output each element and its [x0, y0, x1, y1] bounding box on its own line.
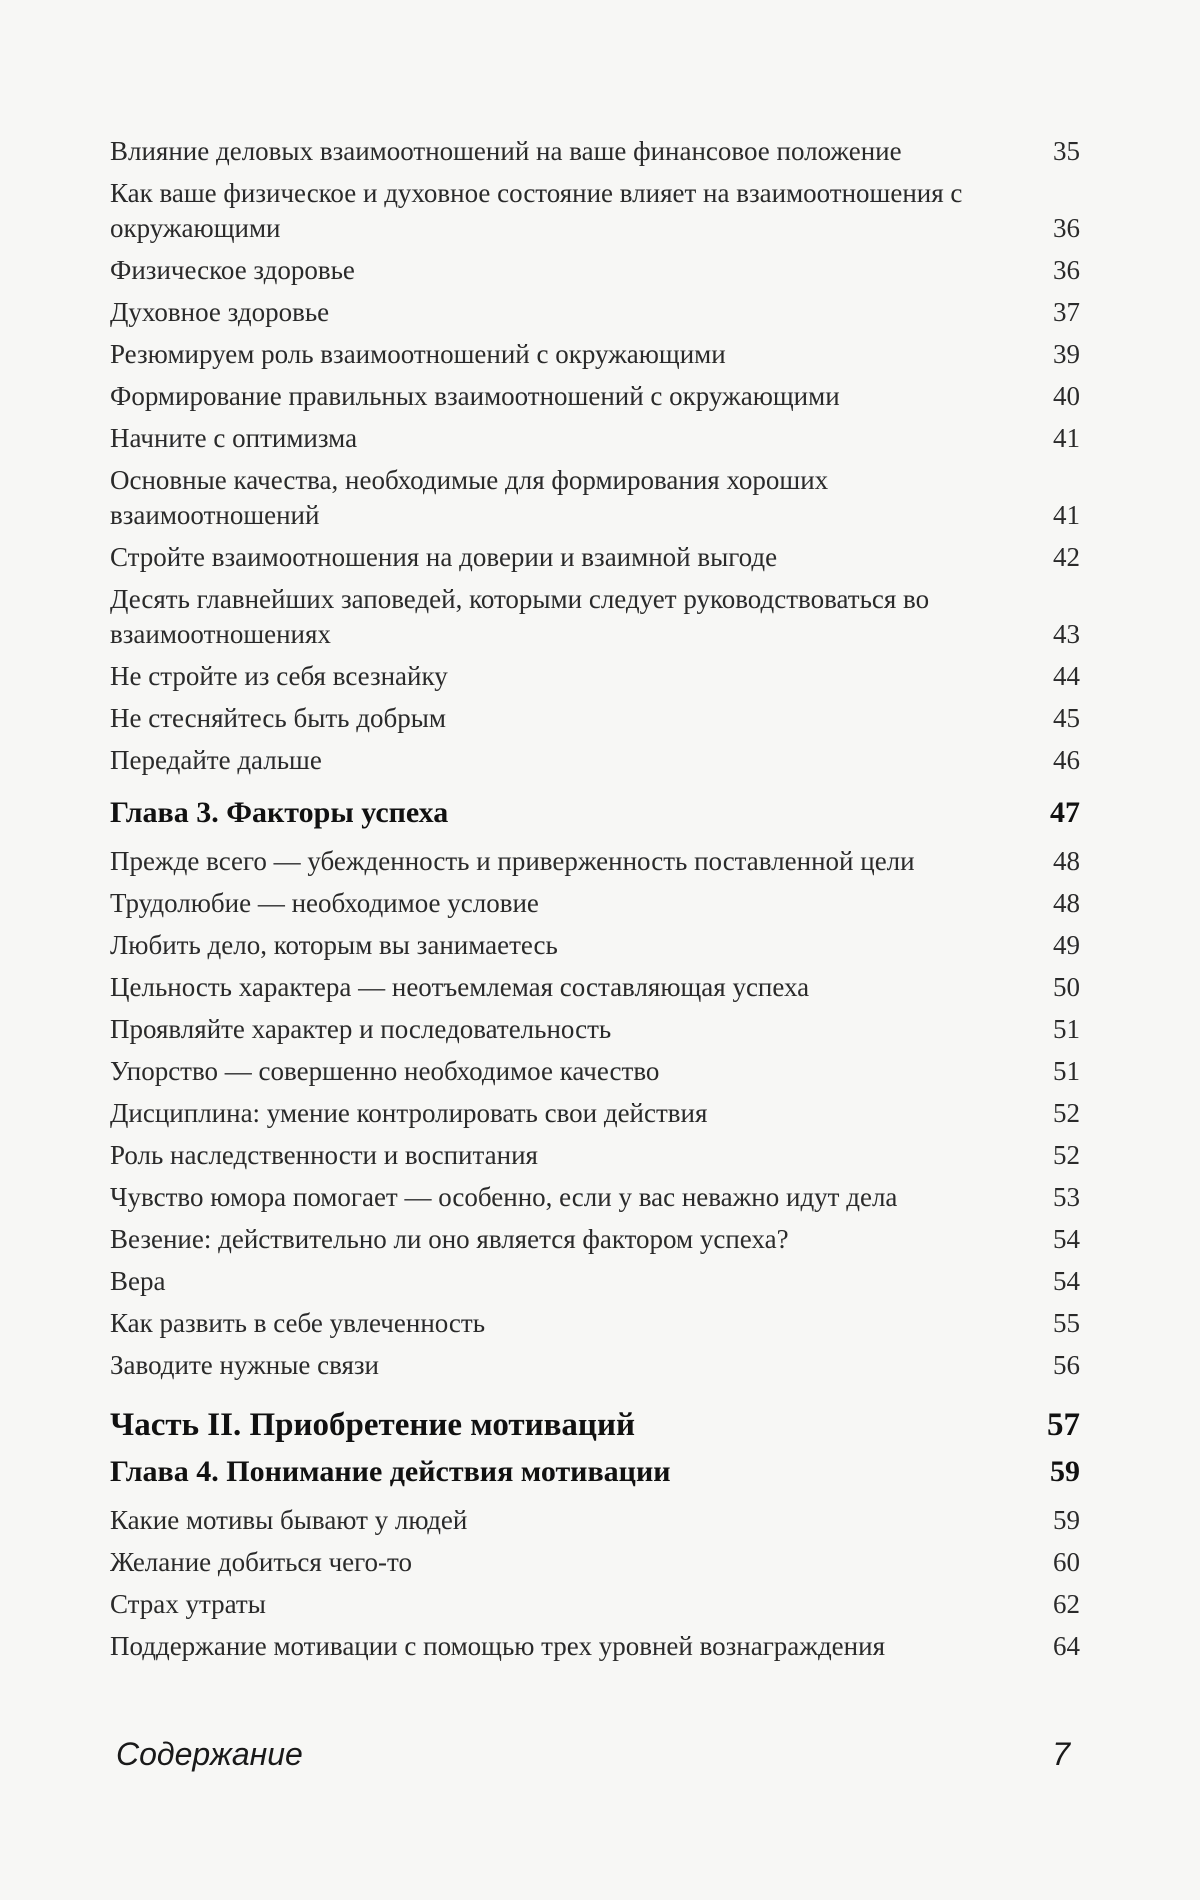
toc-entry — [110, 1138, 1080, 1173]
toc-chapter-heading — [110, 794, 1080, 832]
toc-entry — [110, 928, 1080, 963]
toc-entry — [110, 463, 1080, 533]
toc-entry-page: 35 — [1034, 134, 1080, 169]
toc-entry — [110, 1012, 1080, 1047]
toc-entry-page: 60 — [1034, 1545, 1080, 1580]
toc-entry-page: 42 — [1034, 540, 1080, 575]
part-title: Часть II. Приобретение мотиваций — [110, 1405, 1034, 1445]
toc-entry — [110, 176, 1080, 246]
toc-entry-page: 41 — [1034, 421, 1080, 456]
toc-entry-page: 54 — [1034, 1264, 1080, 1299]
toc-entry-title: Дисциплина: умение контролировать свои действия — [110, 1096, 1034, 1131]
toc-entry-title: Страх утраты — [110, 1587, 1034, 1622]
part-page: 57 — [1034, 1405, 1080, 1445]
toc-entry-title: Роль наследственности и воспитания — [110, 1138, 1034, 1173]
toc-entry-page: 52 — [1034, 1096, 1080, 1131]
toc-entry-page: 45 — [1034, 701, 1080, 736]
toc-entry-title: Вера — [110, 1264, 1034, 1299]
toc-entry-title: Влияние деловых взаимоотношений на ваше финансовое положение — [110, 134, 1034, 169]
toc-entry-page: 51 — [1034, 1012, 1080, 1047]
toc-entry — [110, 844, 1080, 879]
toc-entry-page: 64 — [1034, 1629, 1080, 1664]
toc-entry — [110, 134, 1080, 169]
toc-entry-page: 48 — [1034, 844, 1080, 879]
toc-entry-title: Не стройте из себя всезнайку — [110, 659, 1034, 694]
toc-entry — [110, 582, 1080, 652]
toc-entry-title: Чувство юмора помогает — особенно, если у вас неважно идут дела — [110, 1180, 1034, 1215]
toc-entry-title: Резюмируем роль взаимоотношений с окружающими — [110, 337, 1034, 372]
page-footer — [116, 1736, 1070, 1773]
toc-entry-title: Физическое здоровье — [110, 253, 1034, 288]
toc-entry-page: 44 — [1034, 659, 1080, 694]
toc-entry-page: 62 — [1034, 1587, 1080, 1622]
toc-entry-title: Упорство — совершенно необходимое качество — [110, 1054, 1034, 1089]
toc-entry-page: 59 — [1034, 1503, 1080, 1538]
toc-entry-page: 36 — [1034, 211, 1080, 246]
toc-entry-page: 48 — [1034, 886, 1080, 921]
toc-entry-title: Какие мотивы бывают у людей — [110, 1503, 1034, 1538]
toc-entry-title: Цельность характера — неотъемлемая составляющая успеха — [110, 970, 1034, 1005]
toc-entry — [110, 743, 1080, 778]
toc-entry-title: Стройте взаимоотношения на доверии и взаимной выгоде — [110, 540, 1034, 575]
toc-entry-title: Передайте дальше — [110, 743, 1034, 778]
toc-entry — [110, 886, 1080, 921]
chapter-title: Глава 4. Понимание действия мотивации — [110, 1453, 1034, 1491]
toc-entry — [110, 337, 1080, 372]
chapter-title: Глава 3. Факторы успеха — [110, 794, 1034, 832]
running-footer-title: Содержание — [116, 1736, 303, 1773]
toc-entry-page: 52 — [1034, 1138, 1080, 1173]
toc-entry — [110, 421, 1080, 456]
toc-entry-page: 55 — [1034, 1306, 1080, 1341]
toc-entry-page: 40 — [1034, 379, 1080, 414]
toc-entry-page: 43 — [1034, 617, 1080, 652]
toc-entry — [110, 1629, 1080, 1664]
toc-entry-title: Как развить в себе увлеченность — [110, 1306, 1034, 1341]
page-number: 7 — [1052, 1736, 1070, 1773]
toc-entry-title: Прежде всего — убежденность и приверженность поставленной цели — [110, 844, 1034, 879]
toc-entry — [110, 1503, 1080, 1538]
toc-entry — [110, 659, 1080, 694]
toc-entry-page: 41 — [1034, 498, 1080, 533]
toc-entry-page: 49 — [1034, 928, 1080, 963]
toc-entry — [110, 701, 1080, 736]
toc-entry — [110, 253, 1080, 288]
chapter-page: 59 — [1034, 1453, 1080, 1491]
toc-entry — [110, 1306, 1080, 1341]
toc-entry-title: Как ваше физическое и духовное состояние влияет на взаимоотношения с окружающими — [110, 176, 1034, 246]
table-of-contents — [110, 134, 1080, 1671]
toc-entry-page: 54 — [1034, 1222, 1080, 1257]
chapter-page: 47 — [1034, 794, 1080, 832]
book-page — [0, 0, 1200, 1900]
toc-entry — [110, 295, 1080, 330]
toc-entry — [110, 1096, 1080, 1131]
toc-chapter-heading — [110, 1453, 1080, 1491]
toc-entry-title: Заводите нужные связи — [110, 1348, 1034, 1383]
toc-part-heading — [110, 1405, 1080, 1445]
toc-entry — [110, 1587, 1080, 1622]
toc-entry-title: Трудолюбие — необходимое условие — [110, 886, 1034, 921]
toc-entry-title: Желание добиться чего-то — [110, 1545, 1034, 1580]
toc-entry — [110, 1545, 1080, 1580]
toc-entry-title: Десять главнейших заповедей, которыми следует руководствоваться во взаимоотношениях — [110, 582, 1034, 652]
toc-entry-page: 37 — [1034, 295, 1080, 330]
toc-entry — [110, 1180, 1080, 1215]
toc-entry-title: Духовное здоровье — [110, 295, 1034, 330]
toc-entry-title: Везение: действительно ли оно является фактором успеха? — [110, 1222, 1034, 1257]
toc-entry-title: Проявляйте характер и последовательность — [110, 1012, 1034, 1047]
toc-entry — [110, 1222, 1080, 1257]
toc-entry-page: 46 — [1034, 743, 1080, 778]
toc-entry-title: Любить дело, которым вы занимаетесь — [110, 928, 1034, 963]
toc-entry-page: 50 — [1034, 970, 1080, 1005]
toc-entry-title: Основные качества, необходимые для формирования хороших взаимоотношений — [110, 463, 1034, 533]
toc-entry-title: Начните с оптимизма — [110, 421, 1034, 456]
toc-entry-page: 36 — [1034, 253, 1080, 288]
toc-entry-title: Формирование правильных взаимоотношений с окружающими — [110, 379, 1034, 414]
toc-entry — [110, 540, 1080, 575]
toc-entry — [110, 1348, 1080, 1383]
toc-entry-page: 51 — [1034, 1054, 1080, 1089]
toc-entry-page: 56 — [1034, 1348, 1080, 1383]
toc-entry — [110, 379, 1080, 414]
toc-entry — [110, 970, 1080, 1005]
toc-entry-title: Не стесняйтесь быть добрым — [110, 701, 1034, 736]
toc-entry-page: 53 — [1034, 1180, 1080, 1215]
toc-entry-page: 39 — [1034, 337, 1080, 372]
toc-entry — [110, 1264, 1080, 1299]
toc-entry-title: Поддержание мотивации с помощью трех уровней вознаграждения — [110, 1629, 1034, 1664]
toc-entry — [110, 1054, 1080, 1089]
